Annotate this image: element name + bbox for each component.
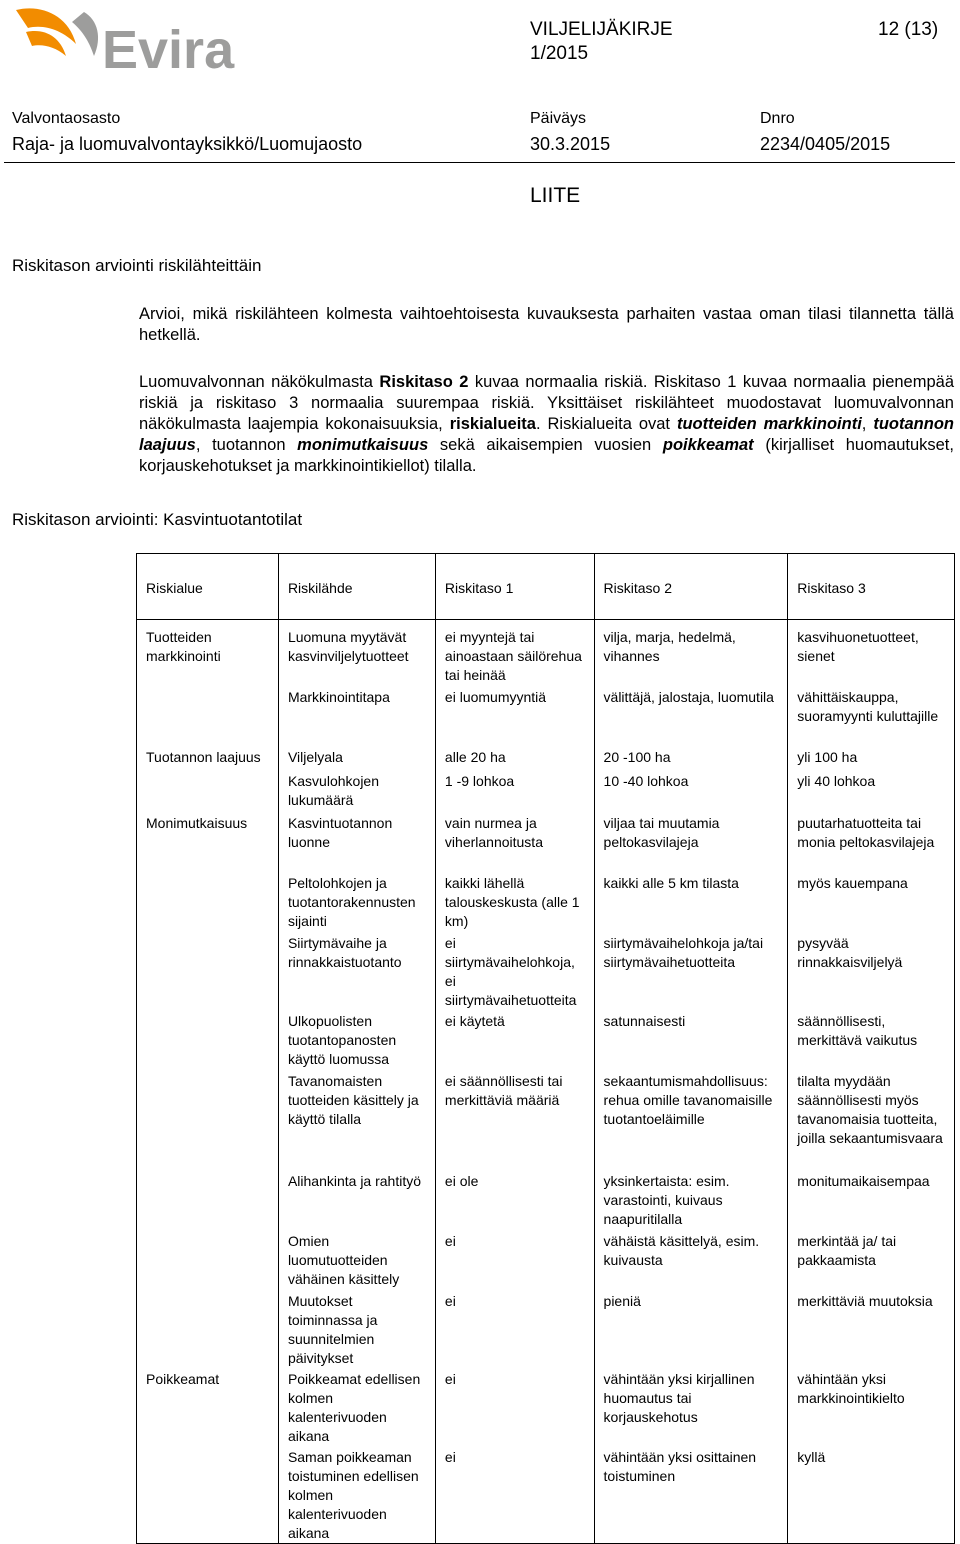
page-number: 12 (13) [878, 19, 939, 40]
table-cell: Tavanomaisten tuotteiden käsittely ja käyttö tilalla [278, 1070, 435, 1170]
table-cell: yli 40 lohkoa [788, 770, 955, 812]
document-number: 1/2015 [530, 43, 589, 64]
table-cell: Tuotteiden markkinointi [137, 620, 279, 687]
table-cell: Luomuna myytävät kasvinviljelytuotteet [278, 620, 435, 687]
table-cell: viljaa tai muutamia peltokasvilajeja [594, 812, 788, 872]
logo-text: Evira [102, 20, 235, 76]
column-header: Riskitaso 3 [788, 554, 955, 620]
table-row [137, 620, 955, 687]
table-cell: Viljelyala [278, 746, 435, 770]
table-cell: ei [435, 1446, 594, 1544]
paragraph-run: riskialueita [449, 415, 536, 433]
dnro-label: Dnro [760, 110, 795, 127]
table-cell: monitumaikaisempaa [788, 1170, 955, 1230]
table-cell: ei siirtymävaihelohkoja, ei siirtymävaihetuotteita [435, 932, 594, 1010]
table-cell: Siirtymävaihe ja rinnakkaistuotanto [278, 932, 435, 1010]
paragraph-run: sekä aikaisempien vuosien [428, 436, 663, 454]
table-cell: vain nurmea ja viherlannoitusta [435, 812, 594, 872]
paragraph-run: monimutkaisuus [297, 436, 429, 454]
table-cell: Tuotannon laajuus [137, 746, 279, 770]
table-cell: vähäistä käsittelyä, esim. kuivausta [594, 1230, 788, 1290]
table-cell [137, 1010, 279, 1070]
paragraph-run: tuotteiden markkinointi [676, 415, 862, 433]
table-cell: Saman poikkeaman toistuminen edellisen kolmen kalenterivuoden aikana [278, 1446, 435, 1544]
header-divider [4, 162, 955, 163]
table-cell: ei säännöllisesti tai merkittäviä määriä [435, 1070, 594, 1170]
table-row [137, 1070, 955, 1170]
table-cell [137, 1290, 279, 1368]
table-cell: kasvihuonetuotteet, sienet [788, 620, 955, 687]
risk-table [136, 553, 955, 1544]
evira-logo [10, 4, 245, 76]
table-cell: vähittäiskauppa, suoramyynti kuluttajille [788, 686, 955, 746]
table-cell [137, 872, 279, 932]
table-cell: kaikki alle 5 km tilasta [594, 872, 788, 932]
annex-label: LIITE [530, 184, 581, 207]
table-cell: kaikki lähellä talouskeskusta (alle 1 km) [435, 872, 594, 932]
table-cell: tilalta myydään säännöllisesti myös tavanomaisia tuotteita, joilla sekaantumisvaara [788, 1070, 955, 1170]
column-header: Riskitaso 2 [594, 554, 788, 620]
department-label: Valvontaosasto [12, 110, 121, 127]
table-cell [137, 1170, 279, 1230]
table-cell: Poikkeamat edellisen kolmen kalenterivuoden aikana [278, 1368, 435, 1446]
document-title: VILJELIJÄKIRJE [530, 19, 673, 40]
table-cell: Alihankinta ja rahtityö [278, 1170, 435, 1230]
paragraph-run: tuotannon laajuus [139, 415, 954, 454]
table-cell: ei [435, 1230, 594, 1290]
table-title: Riskitason arviointi: Kasvintuotantotilat [12, 510, 303, 529]
table-row [137, 1446, 955, 1544]
table-cell [137, 1230, 279, 1290]
paragraph-run: (kirjalliset huomautukset, korjauskehotukset ja markkinointikiellot) tilalla. [139, 436, 954, 475]
table-row [137, 770, 955, 812]
table-cell: ei [435, 1290, 594, 1368]
table-cell: vähintään yksi osittainen toistuminen [594, 1446, 788, 1544]
table-cell: siirtymävaihelohkoja ja/tai siirtymävaihetuotteita [594, 932, 788, 1010]
paragraph-run: . Riskialueita ovat [535, 415, 677, 433]
paragraph-run: Luomuvalvonnan näkökulmasta [139, 373, 380, 391]
table-cell: kyllä [788, 1446, 955, 1544]
date-label: Päiväys [530, 110, 587, 127]
section-title: Riskitason arviointi riskilähteittäin [12, 256, 262, 275]
dnro-value: 2234/0405/2015 [760, 134, 891, 154]
table-row [137, 1010, 955, 1070]
table-cell: Omien luomutuotteiden vähäinen käsittely [278, 1230, 435, 1290]
table-cell: Peltolohkojen ja tuotantorakennusten sijainti [278, 872, 435, 932]
table-row [137, 1290, 955, 1368]
table-cell: ei myyntejä tai ainoastaan säilörehua tai heinää [435, 620, 594, 687]
table-cell: yksinkertaista: esim. varastointi, kuivaus naapuritilalla [594, 1170, 788, 1230]
table-cell: 1 -9 lohkoa [435, 770, 594, 812]
table-cell: pieniä [594, 1290, 788, 1368]
table-cell: Kasvintuotannon luonne [278, 812, 435, 872]
intro-paragraph: Arvioi, mikä riskilähteen kolmesta vaihtoehtoisesta kuvauksesta parhaiten vastaa oman tilasi tilannetta tällä hetkellä. [139, 305, 954, 344]
paragraph-run: kuvaa normaalia riskiä. Riskitaso 1 kuvaa normaalia pienempää riskiä ja riskitaso 3 normaalia suurempaa riskiä. Yksittäiset riskilähteet muodostavat luomuvalvonnan näkökulmasta laajempia kokonaisuuksia, [139, 373, 955, 433]
table-cell: myös kauempana [788, 872, 955, 932]
table-row [137, 932, 955, 1010]
table-cell: 20 -100 ha [594, 746, 788, 770]
table-cell [137, 932, 279, 1010]
table-cell: vähintään yksi kirjallinen huomautus tai korjauskehotus [594, 1368, 788, 1446]
table-cell: säännöllisesti, merkittävä vaikutus [788, 1010, 955, 1070]
table-cell: puutarhatuotteita tai monia peltokasvilajeja [788, 812, 955, 872]
paragraph-run: , tuotannon [195, 436, 298, 454]
department-value: Raja- ja luomuvalvontayksikkö/Luomujaosto [12, 134, 363, 154]
table-cell: sekaantumismahdollisuus: rehua omille tavanomaisille tuotantoeläimille [594, 1070, 788, 1170]
table-cell: Muutokset toiminnassa ja suunnitelmien päivitykset [278, 1290, 435, 1368]
paragraph-run: poikkeamat [662, 436, 754, 454]
table-row [137, 1368, 955, 1446]
table-cell: ei [435, 1368, 594, 1446]
table-cell: Markkinointitapa [278, 686, 435, 746]
risk-level-paragraph [139, 372, 954, 477]
table-cell [137, 1446, 279, 1544]
paragraph-run: , [861, 415, 874, 433]
table-cell: merkintää ja/ tai pakkaamista [788, 1230, 955, 1290]
table-cell: Poikkeamat [137, 1368, 279, 1446]
table-cell: ei luomumyyntiä [435, 686, 594, 746]
column-header: Riskitaso 1 [435, 554, 594, 620]
table-row [137, 1170, 955, 1230]
table-row [137, 872, 955, 932]
table-cell: alle 20 ha [435, 746, 594, 770]
table-row [137, 746, 955, 770]
paragraph-run: Riskitaso 2 [379, 373, 469, 391]
table-header-row [137, 554, 955, 620]
column-header: Riskilähde [278, 554, 435, 620]
table-row [137, 812, 955, 872]
column-header: Riskialue [137, 554, 279, 620]
table-cell [137, 1070, 279, 1170]
table-cell [137, 770, 279, 812]
table-cell: yli 100 ha [788, 746, 955, 770]
table-cell: ei käytetä [435, 1010, 594, 1070]
table-cell: Monimutkaisuus [137, 812, 279, 872]
table-cell: Kasvulohkojen lukumäärä [278, 770, 435, 812]
table-row [137, 1230, 955, 1290]
table-cell: merkittäviä muutoksia [788, 1290, 955, 1368]
table-cell: 10 -40 lohkoa [594, 770, 788, 812]
date-value: 30.3.2015 [530, 134, 611, 154]
table-cell: pysyvää rinnakkaisviljelyä [788, 932, 955, 1010]
table-cell: välittäjä, jalostaja, luomutila [594, 686, 788, 746]
table-cell: vähintään yksi markkinointikielto [788, 1368, 955, 1446]
table-cell: vilja, marja, hedelmä, vihannes [594, 620, 788, 687]
table-cell [137, 686, 279, 746]
table-cell: satunnaisesti [594, 1010, 788, 1070]
table-cell: Ulkopuolisten tuotantopanosten käyttö luomussa [278, 1010, 435, 1070]
table-cell: ei ole [435, 1170, 594, 1230]
table-row [137, 686, 955, 746]
